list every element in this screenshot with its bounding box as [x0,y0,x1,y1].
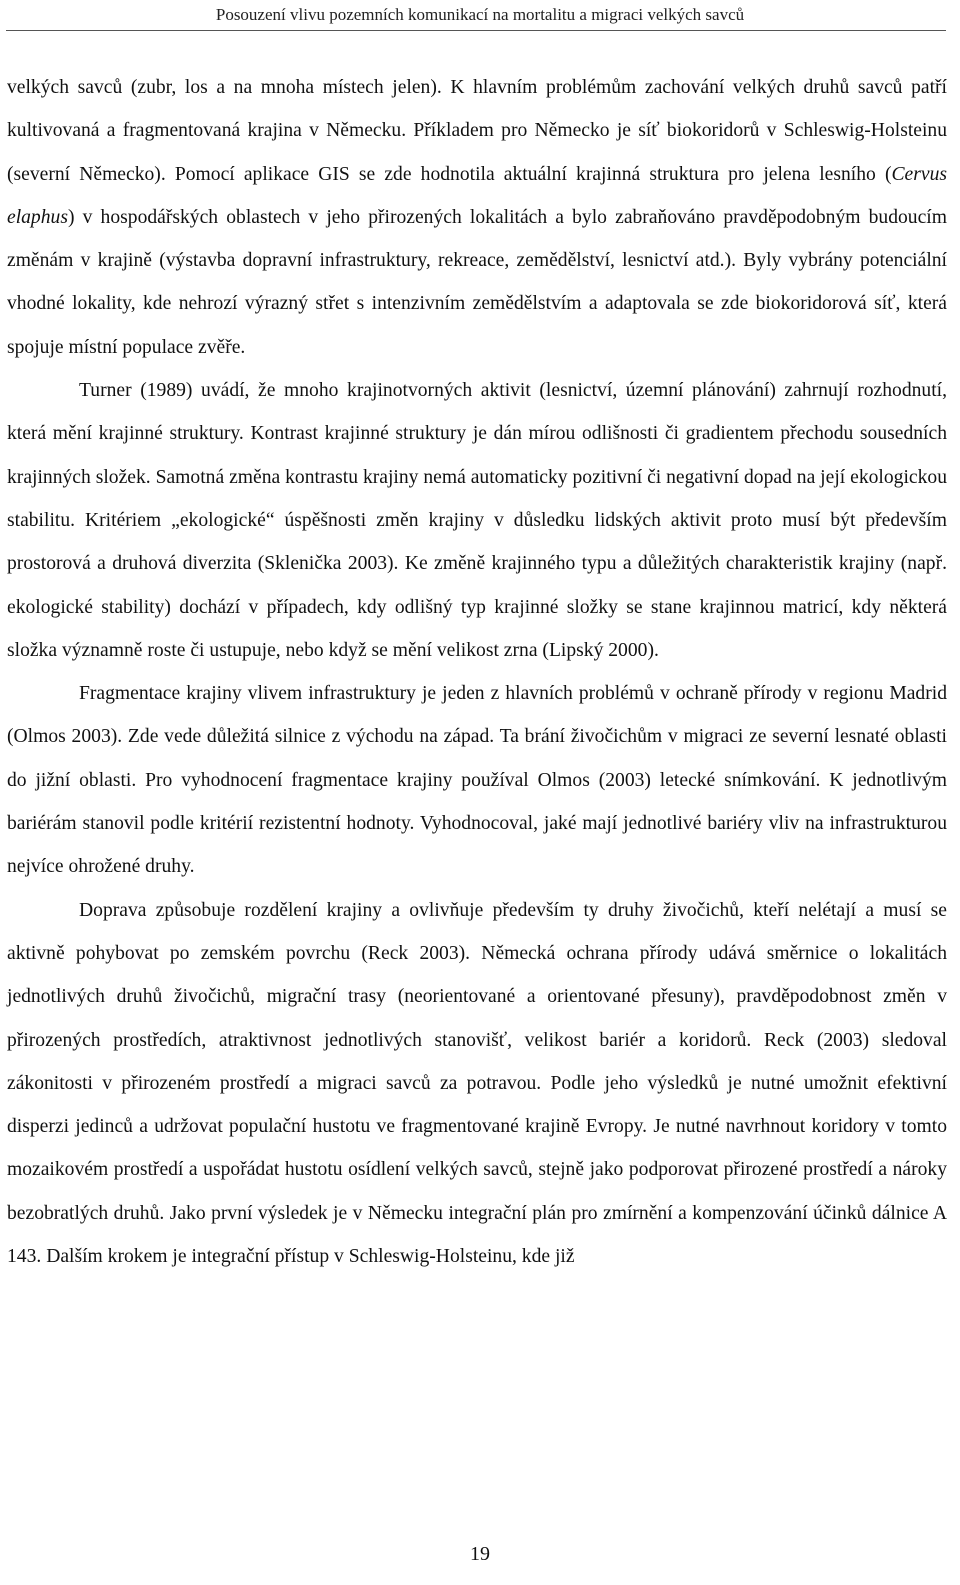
species-latin-name: Cervus elaphus [7,163,947,228]
paragraph-text: velkých savců (zubr, los a na mnoha místech jelen). K hlavním problémům zachování velkých druhů savců patří kultivovaná a fragmentovaná krajina v Německu. Příkladem pro Německo je síť biokoridorů v Schleswig-Holsteinu (severní Německo). Pomocí aplikace GIS se zde hodnotila aktuální krajinná struktura pro jelena lesního ( [7,77,947,185]
header-rule [6,30,946,31]
paragraph-fragmentace: Fragmentace krajiny vlivem infrastruktury je jeden z hlavních problémů v ochraně přírody v regionu Madrid (Olmos 2003). Zde vede důležitá silnice z východu na západ. Ta brání živočichům v migraci ze severní lesnaté oblasti do jižní oblasti. Pro vyhodnocení fragmentace krajiny používal Olmos (2003) letecké snímkování. K jednotlivým bariérám stanovil podle kritérií rezistentní hodnoty. Vyhodnocoval, jaké mají jednotlivé bariéry vliv na infrastrukturou nejvíce ohrožené druhy. [7,683,947,878]
paragraph-turner: Turner (1989) uvádí, že mnoho krajinotvorných aktivit (lesnictví, územní plánování) zahrnují rozhodnutí, která mění krajinné struktury. Kontrast krajinné struktury je dán mírou odlišnosti či gradientem přechodu sousedních krajinných složek. Samotná změna kontrastu krajiny nemá automaticky pozitivní či negativní dopad na její ekologickou stabilitu. Kritériem „ekologické“ úspěšnosti změn krajiny v důsledku lidských aktivit proto musí být především prostorová a druhová diverzita (Sklenička 2003). Ke změně krajinného typu a důležitých charakteristik krajiny (např. ekologické stability) dochází v případech, kdy odlišný typ krajinné složky se stane krajinnou matricí, kdy některá složka významně roste či ustupuje, nebo když se mění velikost zrna (Lipský 2000). [7,380,947,661]
body-text [7,66,947,1278]
paragraph-text: ) v hospodářských oblastech v jeho přirozených lokalitách a bylo zabraňováno pravděpodobným budoucím změnám v krajině (výstavba dopravní infrastruktury, rekreace, zemědělství, lesnictví atd.). Byly vybrány potenciální vhodné lokality, kde nehrozí výrazný střet s intenzivním zemědělstvím a adaptovala se zde biokoridorová síť, která spojuje místní populace zvěře. [7,206,947,358]
paragraph-doprava: Doprava způsobuje rozdělení krajiny a ovlivňuje především ty druhy živočichů, kteří nelétají a musí se aktivně pohybovat po zemském povrchu (Reck 2003). Německá ochrana přírody udává směrnice o lokalitách jednotlivých druhů živočichů, migrační trasy (neorientované a orientované přesuny), pravděpodobnost změn v přirozených prostředích, atraktivnost jednotlivých stanovišť, velikost bariér a koridorů. Reck (2003) sledoval zákonitosti v přirozeném prostředí a migraci savců za potravou. Podle jeho výsledků je nutné umožnit efektivní disperzi jedinců a udržovat populační hustotu ve fragmentované krajině Evropy. Je nutné navrhnout koridory v tomto mozaikovém prostředí a uspořádat hustotu osídlení velkých savců, stejně jako podporovat přirozené prostředí a nároky bezobratlých druhů. Jako první výsledek je v Německu integrační plán pro zmírnění a kompenzování účinků dálnice A 143. Dalším krokem je integrační přístup v Schleswig-Holsteinu, kde již [7,899,947,1268]
paragraph-continuation [7,66,947,369]
page-number: 19 [470,1543,490,1565]
running-header: Posouzení vlivu pozemních komunikací na mortalitu a migraci velkých savců [215,5,745,24]
